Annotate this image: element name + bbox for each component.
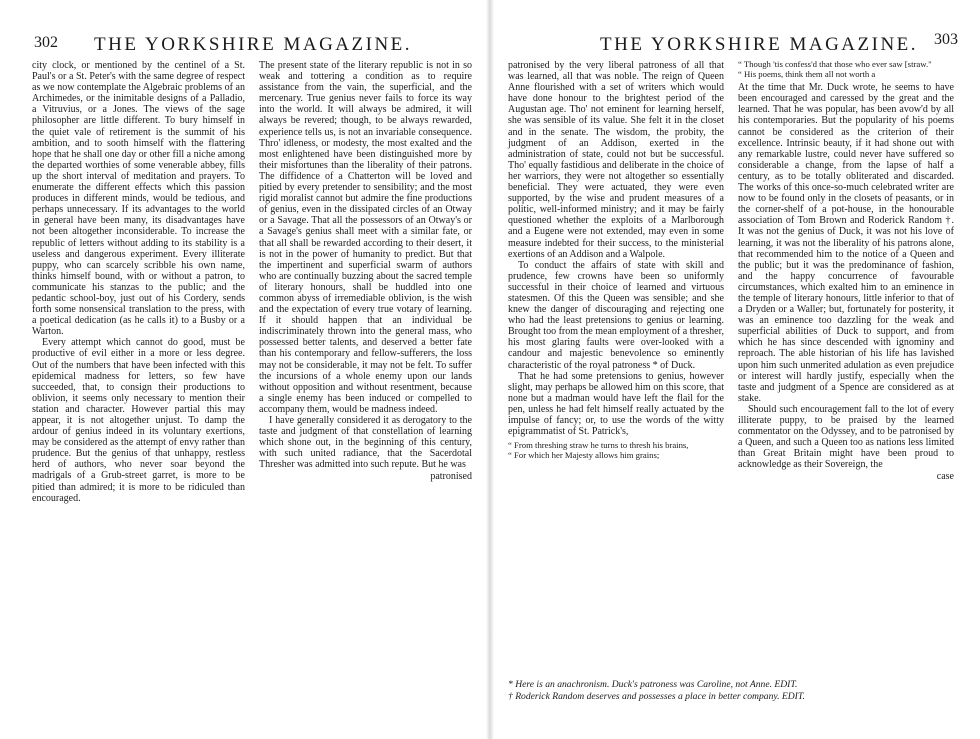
footnote: * Here is an anachronism. Duck's patroness was Caroline, not Anne. EDIT. [508,679,798,690]
paragraph: To conduct the affairs of state with skill and prudence, few crowns have been so uniformly successful in their choice of learned and virtuous statesmen. Of this the Queen was sensible; and she knew the danger of discouraging and rejecting one who had the least pretensions to genius or learning. Brought too from the mean employment of a thresher, his most glaring faults were over-looked with a candour and majestic benevolence so eminently characteristic of the royal patroness * of Duck. [508,259,724,371]
catchword: case [936,471,954,483]
page-number: 302 [34,34,58,51]
page-number: 303 [934,31,958,48]
verse-line: “ Though 'tis confess'd that those who ever saw [straw." [738,59,932,69]
text-columns [508,60,954,739]
running-head [490,31,980,56]
paragraph: patronised by the very liberal patroness of all that was learned, all that was noble. The reign of Queen Anne flourished with a set of writers which would have done honour to the brightest period of the Augustan age. Tho' not eminent for learning herself, she was sensible of its value. She felt it in the closet and in the senate. The wisdom, the probity, the judgment of an Addison, exerted in the administration of state, could not but be successful. Tho' equally fastidious and deliberate in the choice of her warriors, they were not altogether so essentially beneficial. They were actuated, they were even supported, by the wise and prudent measures of a politic, well-informed ministry; and it may be fairly questioned whether the exploits of a Marlborough and a Eugene were not extended, may even in some measure indebted for their success, to the ministerial exertions of an Addison and a Walpole. [508,60,724,260]
paragraph: That he had some pretensions to genius, however slight, may perhaps be allowed him on this score, that none but a madman would have left the flail for the pen, unless he had felt himself really actuated by the impulse of fancy; or, to use the words of the witty epigrammatist of St. Patrick's, [508,370,724,438]
magazine-title: THE YORKSHIRE MAGAZINE. [94,34,413,55]
text-column-1 [32,60,245,739]
text-columns [32,60,472,739]
verse-quote [508,441,724,460]
text-column-2 [259,60,472,739]
footnotes [508,679,954,702]
right-page [490,0,980,739]
text-column-1 [508,60,724,739]
paragraph: Every attempt which cannot do good, must be productive of evil either in a more or less degree. Out of the numbers that have been infected with this epidemical madness for letters, so few have succeeded, that, to consign their productions to oblivion, it seems only necessary to mention their station and character. However partial this may appear, it is not altogether unjust. To damp the ardour of genius indeed in its voluntary exertions, may be considered as the attempt of envy rather than prudence. But the genius of that unhappy, restless herd of authors, who never soar beyond the madrigals of a Grub-street garret, is more to be pitied than admired; it is more to be ridiculed than encouraged. [32,337,245,504]
magazine-title: THE YORKSHIRE MAGAZINE. [600,34,919,55]
verse-line: “ From threshing straw he turns to thresh his brains, [508,440,689,451]
paragraph: The present state of the literary republic is not in so weak and tottering a condition as to require assistance from the vain, the superficial, and the mercenary. True genius never fails to force its way into the world. It will always be admired, it will always be revered; though, to be always rewarded, experience tells us, is not an invariable consequence. Thro' idleness, or modesty, the most exalted and the most enlightened have been distinguished more by their misfortunes than the liberality of their patrons. The diffidence of a Chatterton will be loved and pitied by every pretender to sensibility; and the most rigid moralist cannot but admire the fine productions of genius, even in the dissipated circles of an Otway or a Savage. That all the possessors of an Otway's or a Savage's genius shall meet with a similar fate, or that all shall be rewarded according to their desert, it is not in the power of humanity to predict. But that the impertinent and superficial swarm of authors who are continually buzzing about the sacred temple of literary honours, shall be huddled into one common abyss of irremediable oblivion, is the wish and the expectation of every true votary of learning. If it should happen that an individual be indiscriminately thrown into the general mass, who possessed better talents, and deserved a better fate than his contemporary and fellow-sufferers, the loss may not be considerable, it may not be felt. To suffer the incursions of a whole enemy upon our lands without opposition and without resentment, because a single enemy has been induced or compelled to accompany them, would be madness indeed. [259,60,472,415]
paragraph: I have generally considered it as derogatory to the taste and judgment of that constellation of learning which shone out, in the beginning of this century, with such united radiance, that the Sacerdotal Thresher was admitted into such repute. But he was [259,415,472,471]
footnote: † Roderick Random deserves and possesses a place in better company. EDIT. [508,690,805,702]
catchword: patronised [430,471,472,483]
verse-line: “ His poems, think them all not worth a [738,68,876,79]
verse-continuation [738,60,954,79]
paragraph: At the time that Mr. Duck wrote, he seems to have been encouraged and caressed by the great and the learned. That he was popular, has been avow'd by all his contemporaries. But the popularity of his poems cannot be considered as the criterion of their excellence. Intrinsic beauty, if it had shone out with any remarkable lustre, could never have suffered so considerable a change, from the lapse of half a century, as to be totally obliterated and discarded. The works of this once-so-much celebrated writer are now to be found only in the closets of peasants, or in the corner-shelf of a pot-house, in the honourable association of Tom Brown and Roderick Random †. It was not the genius of Duck, it was not his love of learning, it was not the liberality of his patrons alone, that recommended him to the notice of a Queen and the public; but it was the predominance of fashion, and the happy concurrence of favourable circumstances, which exalted him to an eminence in the temple of literary honours, little inferior to that of a Dryden or a Waller; but, fortunately for posterity, it was an eminence too dazzling for the weak and superficial abilities of Duck to support, and from which he has since descended with ignominy and reproach. The able historian of his life has lavished upon him such unmerited adulation as even prejudice or interest will hardly justify, especially when the taste and judgment of a Spence are considered as at stake. [738,82,954,404]
paragraph: Should such encouragement fall to the lot of every illiterate puppy, to be praised by the learned commentator on the Odyssey, and to be patronised by a Queen, and such a Queen too as nations less limited than Great Britain might have been proud to acknowledge as their Sovereign, the [738,403,954,471]
text-column-2 [738,60,954,739]
paragraph: city clock, or mentioned by the centinel of a St. Paul's or a St. Peter's with the same degree of respect as we now contemplate the Algebraic problems of an Archimedes, or the inimitable designs of a Palladio, a Vitruvius, or a Jones. The views of the sage philosopher are little different. To bury himself in the quiet vale of retirement is the summit of his ambition, and to sooth himself with the flattering hope that he shall one day or other fill a niche among the departed worthies of some venerable abbey, fills up the short interval of meditation and prayers. To enumerate the different effects which this passion produces in different minds, would be tedious, and perhaps unnecessary. If its advantages to the world in general have been many, its disadvantages have not been altogether inconsiderable. To increase the republic of letters without adding to its stability is a useless and dangerous experiment. Every illiterate puppy, who can scarcely scribble his own name, thinks himself bound, with or without a patron, to communicate his stanzas to the public; and the pedantic school-boy, just out of his Cordery, sends forth some nonsensical translation to the press, with a poetical dedication (as he calls it) to a Busby or a Warton. [32,60,245,338]
verse-line: “ For which her Majesty allows him grains; [508,449,660,460]
running-head [0,34,490,56]
